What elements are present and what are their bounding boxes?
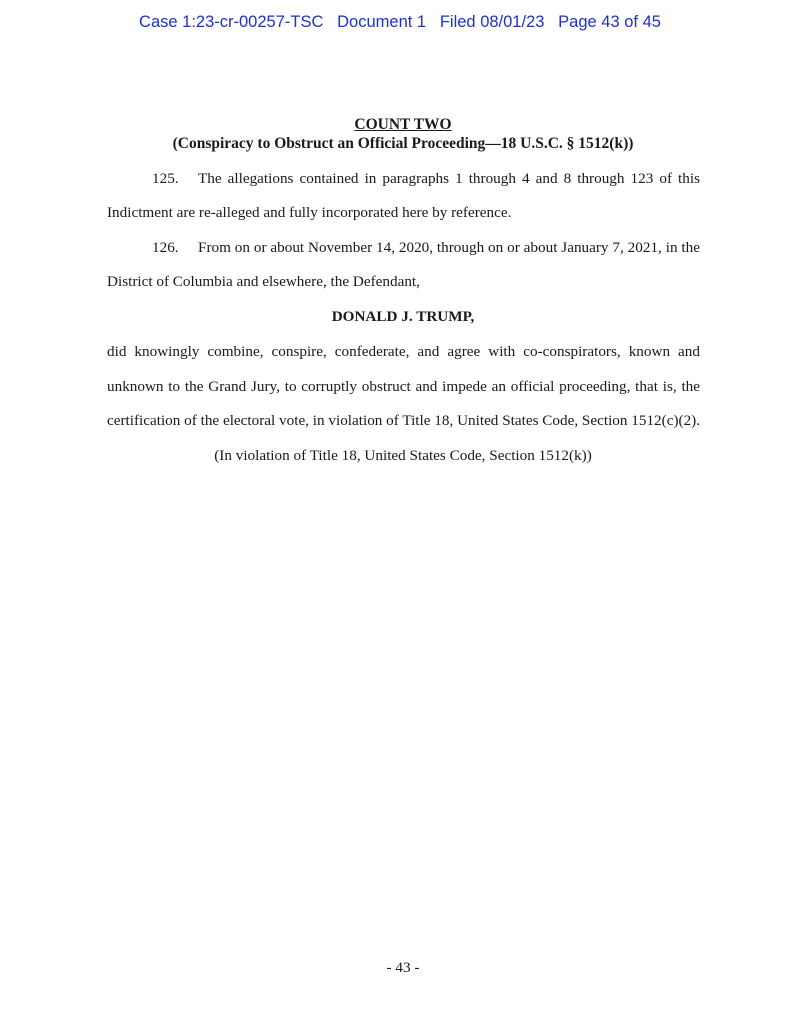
paragraph-125-text-1: The allegations contained in paragraphs 1 through 4 and 8 through 123 of this xyxy=(198,170,700,187)
case-header-stamp: Case 1:23-cr-00257-TSC Document 1 Filed 08/01/23 Page 43 of 45 xyxy=(139,13,661,31)
violation-note: (In violation of Title 18, United States Code, Section 1512(k)) xyxy=(214,447,592,464)
count-subtitle: (Conspiracy to Obstruct an Official Proceeding—18 U.S.C. § 1512(k)) xyxy=(172,135,634,152)
count-title: COUNT TWO xyxy=(354,116,452,133)
paragraph-125-number: 125. xyxy=(152,170,179,187)
paragraph-126-number: 126. xyxy=(152,239,179,256)
paragraph-126-line-5: certification of the electoral vote, in violation of Title 18, United States Code, Section 1512(c)(2). xyxy=(107,412,701,429)
paragraph-126-line-2: District of Columbia and elsewhere, the Defendant, xyxy=(107,273,420,290)
paragraph-126-text-1: From on or about November 14, 2020, through on or about January 7, 2021, in the xyxy=(198,239,700,256)
paragraph-126-line-1 xyxy=(152,239,700,257)
paragraph-125-line-2: Indictment are re-alleged and fully incorporated here by reference. xyxy=(107,204,512,221)
paragraph-126-line-4: unknown to the Grand Jury, to corruptly obstruct and impede an official proceeding, that is, the xyxy=(107,378,700,395)
page-number: - 43 - xyxy=(386,959,420,976)
paragraph-125-line-1 xyxy=(152,170,700,188)
defendant-name: DONALD J. TRUMP, xyxy=(331,308,475,325)
paragraph-126-line-3: did knowingly combine, conspire, confederate, and agree with co-conspirators, known and xyxy=(107,343,700,360)
